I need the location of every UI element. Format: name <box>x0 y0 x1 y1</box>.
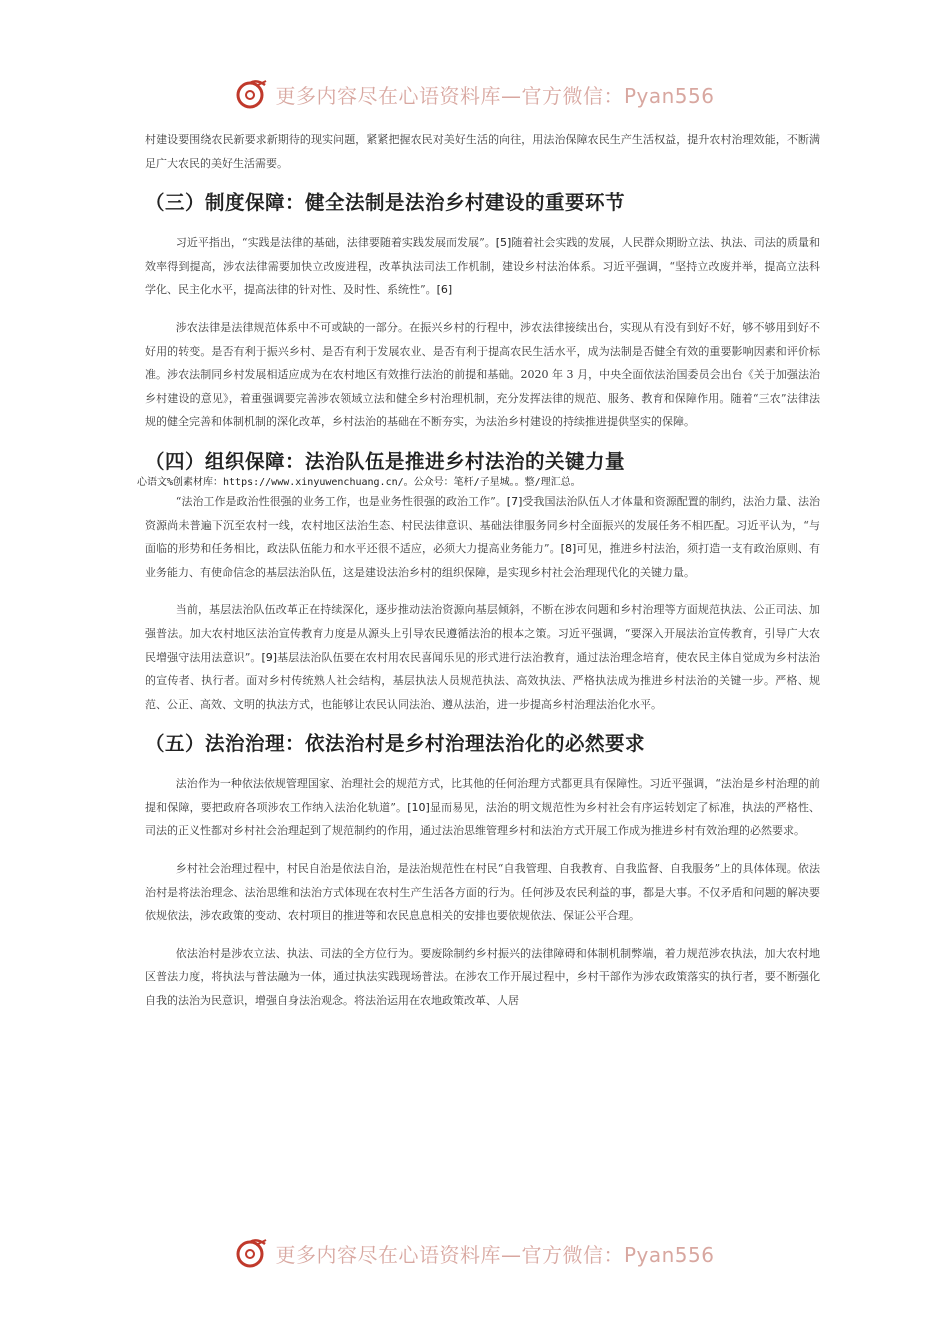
citation-10: [10] <box>407 800 430 814</box>
header-banner <box>0 72 950 116</box>
paragraph-3-2: 涉农法律是法律规范体系中不可或缺的一部分。在振兴乡村的行程中，涉农法律接续出台，实现从有没有到好不好，够不够用到好不好用的转变。是否有利于振兴乡村、是否有利于发展农业、是否有利于提高农民生活水平，成为法制是否健全有效的重要影响因素和评价标准。涉农法制同乡村发展相适应成为在农村地区有效推行法治的前提和基础。2020 年 3 月，中央全面依法治国委员会出台《关于加强法治乡村建设的意见》，着重强调要完善涉农领域立法和健全乡村治理机制，充分发挥法律的规范、服务、教育和保障作用。随着“三农”法律法规的健全完善和体制机制的深化改革，乡村法治的基础在不断夯实，为法治乡村建设的持续推进提供坚实的保障。 <box>145 320 820 429</box>
section-heading-5: （五）法治治理：依法治村是乡村治理法治化的必然要求 <box>145 732 646 756</box>
cd-disc-logo-icon <box>235 1236 269 1270</box>
citation-6: [6] <box>436 283 453 297</box>
text-run: 可见，推进乡村法治，须打造一支有政治原则、有业务能力、有使命信念的基层法治队伍，这是建设法治乡村的组织保障，是实现乡村社会治理现代化的关键力量。 <box>145 542 821 579</box>
text-run: 法治作为一种依法依规管理国家、治理社会的规范方式，比其他的任何治理方式都更具有保障性。习近平强调，“法治是乡村治理的前提和保障，要把政府各项涉农工作纳入法治化轨道”。 <box>145 777 820 814</box>
watermark-text: 心语文%创素材库：https://www.xinyuwenchuang.cn/。公众号：笔杆/子星城。。整/理汇总。 <box>137 476 581 488</box>
text-run: 基层法治队伍要在农村用农民喜闻乐见的形式进行法治教育，通过法治理念培育，使农民主体自觉成为乡村法治的宣传者、执行者。面对乡村传统熟人社会结构，基层执法人员规范执法、高效执法、严格执法成为推进乡村法治的关键一步。严格、规范、公正、高效、文明的执法方式，也能够让农民认同法治、遵从法治，进一步提高乡村治理法治化水平。 <box>145 650 820 711</box>
document-body <box>137 128 821 1027</box>
paragraph-5-1 <box>145 772 820 843</box>
citation-9: [9] <box>261 650 278 664</box>
paragraph-4-2 <box>145 598 820 716</box>
paragraph-3-1 <box>145 231 820 302</box>
banner-text: 更多内容尽在心语资料库—官方微信：Pyan556 <box>275 1242 715 1267</box>
footer-banner <box>0 1231 950 1275</box>
paragraph-5-2: 乡村社会治理过程中，村民自治是依法自治，是法治规范性在村民“自我管理、自我教育、自我监督、自我服务”上的具体体现。依法治村是将法治理念、法治思维和法治方式体现在农村生产生活各方面的行为。任何涉及农民利益的事，都是大事。不仅矛盾和问题的解决要依规依法，涉农政策的变动、农村项目的推进等和农民息息相关的安排也要依规依法、保证公平合理。 <box>145 862 820 923</box>
section-heading-3: （三）制度保障：健全法制是法治乡村建设的重要环节 <box>145 191 626 215</box>
paragraph-4-1 <box>145 490 820 584</box>
text-run: 习近平指出，“实践是法律的基础，法律要随着实践发展而发展”。 <box>175 236 496 250</box>
text-run: 受我国法治队伍人才体量和资源配置的制约，法治力量、法治资源尚未普遍下沉至农村一线，农村地区法治生态、村民法律意识、基础法律服务同乡村全面振兴的发展任务不相匹配。习近平认为，“与面临的形势和任务相比，政法队伍能力和水平还很不适应，必须大力提高业务能力”。 <box>145 494 821 556</box>
section-heading-4: （四）组织保障：法治队伍是推进乡村法治的关键力量 <box>145 449 626 473</box>
citation-7: [7] <box>506 494 523 508</box>
text-run: 随着社会实践的发展，人民群众期盼立法、执法、司法的质量和效率得到提高，涉农法律需要加快立改废进程，改革执法司法工作机制，建设乡村法治体系。习近平强调，“坚持立改废并举，提高立法科学化、民主化水平，提高法律的针对性、及时性、系统性”。 <box>145 236 820 297</box>
banner-text: 更多内容尽在心语资料库—官方微信：Pyan556 <box>275 83 715 108</box>
text-run: “法治工作是政治性很强的业务工作，也是业务性很强的政治工作”。 <box>175 494 507 508</box>
paragraph-5-3: 依法治村是涉农立法、执法、司法的全方位行为。要废除制约乡村振兴的法律障碍和体制机制弊端，着力规范涉农执法，加大农村地区普法力度，将执法与普法融为一体，通过执法实践现场普法。在涉农工作开展过程中，乡村干部作为涉农政策落实的执行者，要不断强化自我的法治为民意识，增强自身法治观念。将法治运用在农地政策改革、人居 <box>145 946 820 1008</box>
citation-8: [8] <box>560 542 577 556</box>
text-run: 显而易见，法治的明文规范性为乡村社会有序运转划定了标准，执法的严格性、司法的正义性都对乡村社会治理起到了规范制约的作用，通过法治思维管理乡村和法治方式开展工作成为推进乡村有效治理的必然要求。 <box>145 800 821 838</box>
citation-5: [5] <box>495 236 512 250</box>
paragraph-intro: 村建设要围绕农民新要求新期待的现实问题，紧紧把握农民对美好生活的向往，用法治保障农民生产生活权益，提升农村治理效能，不断满足广大农民的美好生活需要。 <box>145 133 820 170</box>
text-run: 当前，基层法治队伍改革正在持续深化，逐步推动法治资源向基层倾斜，不断在涉农问题和乡村治理等方面规范执法、公正司法、加强普法。加大农村地区法治宣传教育力度是从源头上引导农民遵循法治的根本之策。习近平强调，“要深入开展法治宣传教育，引导广大农民增强守法用法意识”。 <box>145 603 820 664</box>
cd-disc-logo-icon <box>235 77 269 111</box>
